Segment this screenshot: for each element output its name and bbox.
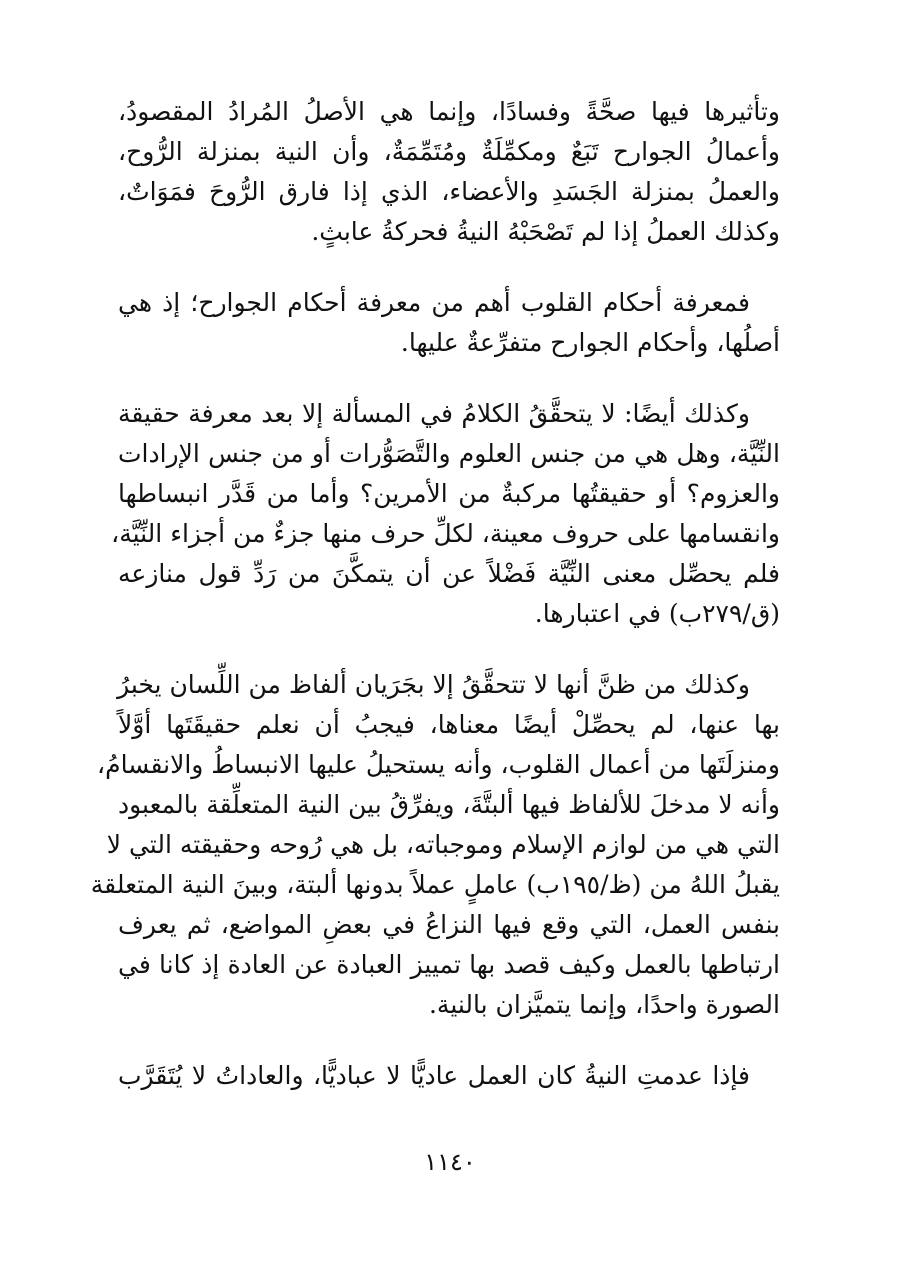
text-line: فلم يحصِّل معنى النِّيَّة فَضْلاً عن أن يتمكَّنَ من رَدِّ قول منازعه xyxy=(118,559,780,588)
text-line: التي هي من لوازم الإسلام وموجباته، بل هي رُوحه وحقيقته التي لا xyxy=(106,830,780,859)
paragraph-3 xyxy=(111,394,780,634)
text-line: أصلُها، وأحكام الجوارح متفرِّعةٌ عليها. xyxy=(400,328,780,357)
text-line: ومنزلَتَها من أعمال القلوب، وأنه يستحيلُ عليها الانبساطُ والانقسامُ، xyxy=(97,750,780,779)
text-line: وكذلك أيضًا: لا يتحقَّقُ الكلامُ في المسألة إلا بعد معرفة حقيقة xyxy=(118,399,750,428)
text-line: (ق/٢٧٩ب) في اعتبارها. xyxy=(534,599,780,628)
text-line: وأنه لا مدخلَ للألفاظ فيها ألبتَّةَ، ويفرِّقُ بين النية المتعلِّقة بالمعبود xyxy=(118,790,780,819)
text-line: والعملُ بمنزلة الجَسَدِ والأعضاء، الذي إذا فارق الرُّوحَ فمَوَاتٌ، xyxy=(118,177,780,206)
text-line: والعزوم؟ أو حقيقتُها مركبةٌ من الأمرين؟ وأما من قَدَّر انبساطها xyxy=(118,479,780,508)
text-line: وتأثيرها فيها صحَّةً وفسادًا، وإنما هي الأصلُ المُرادُ المقصودُ، xyxy=(118,97,780,126)
text-line: وكذلك العملُ إذا لم تَصْحَبْهُ النيةُ فحركةُ عابثٍ. xyxy=(311,217,780,246)
text-line: بنفس العمل، التي وقع فيها النزاعُ في بعضِ المواضع، ثم يعرف xyxy=(118,910,780,939)
text-line: فمعرفة أحكام القلوب أهم من معرفة أحكام الجوارح؛ إذ هي xyxy=(118,288,750,317)
text-line: ارتباطها بالعمل وكيف قصد بها تمييز العبادة عن العادة إذ كانا في xyxy=(118,950,780,979)
paragraph-1 xyxy=(118,92,780,252)
text-line: وأعمالُ الجوارح تَبَعٌ ومكمِّلَةٌ ومُتَمِّمَةٌ، وأن النية بمنزلة الرُّوح، xyxy=(118,137,780,166)
text-line: بها عنها، لم يحصِّلْ أيضًا معناها، فيجبُ أن نعلم حقيقَتَها أوَّلاً xyxy=(118,710,780,739)
page-body xyxy=(90,92,780,1127)
text-line: يقبلُ اللهُ من (ظ/١٩٥ب) عاملٍ عملاً بدونها ألبتة، وبينَ النية المتعلقة xyxy=(90,870,780,899)
text-line: وانقسامها على حروف معينة، لكلِّ حرف منها جزءٌ من أجزاء النِّيَّة، xyxy=(111,519,780,548)
text-line: وكذلك من ظنَّ أنها لا تتحقَّقُ إلا بجَرَيان ألفاظ من اللِّسان يخبرُ xyxy=(117,670,750,699)
text-line: فإذا عدمتِ النيةُ كان العمل عاديًّا لا عباديًّا، والعاداتُ لا يُتَقَرَّب xyxy=(118,1061,750,1090)
paragraph-2 xyxy=(118,283,780,363)
page-number: ١١٤٠ xyxy=(424,1148,476,1176)
text-line: النِّيَّة، وهل هي من جنس العلوم والتَّصَوُّرات أو من جنس الإرادات xyxy=(118,439,780,468)
paragraph-5 xyxy=(118,1056,780,1096)
text-line: الصورة واحدًا، وإنما يتميَّزان بالنية. xyxy=(428,990,780,1019)
paragraph-4 xyxy=(90,665,780,1025)
